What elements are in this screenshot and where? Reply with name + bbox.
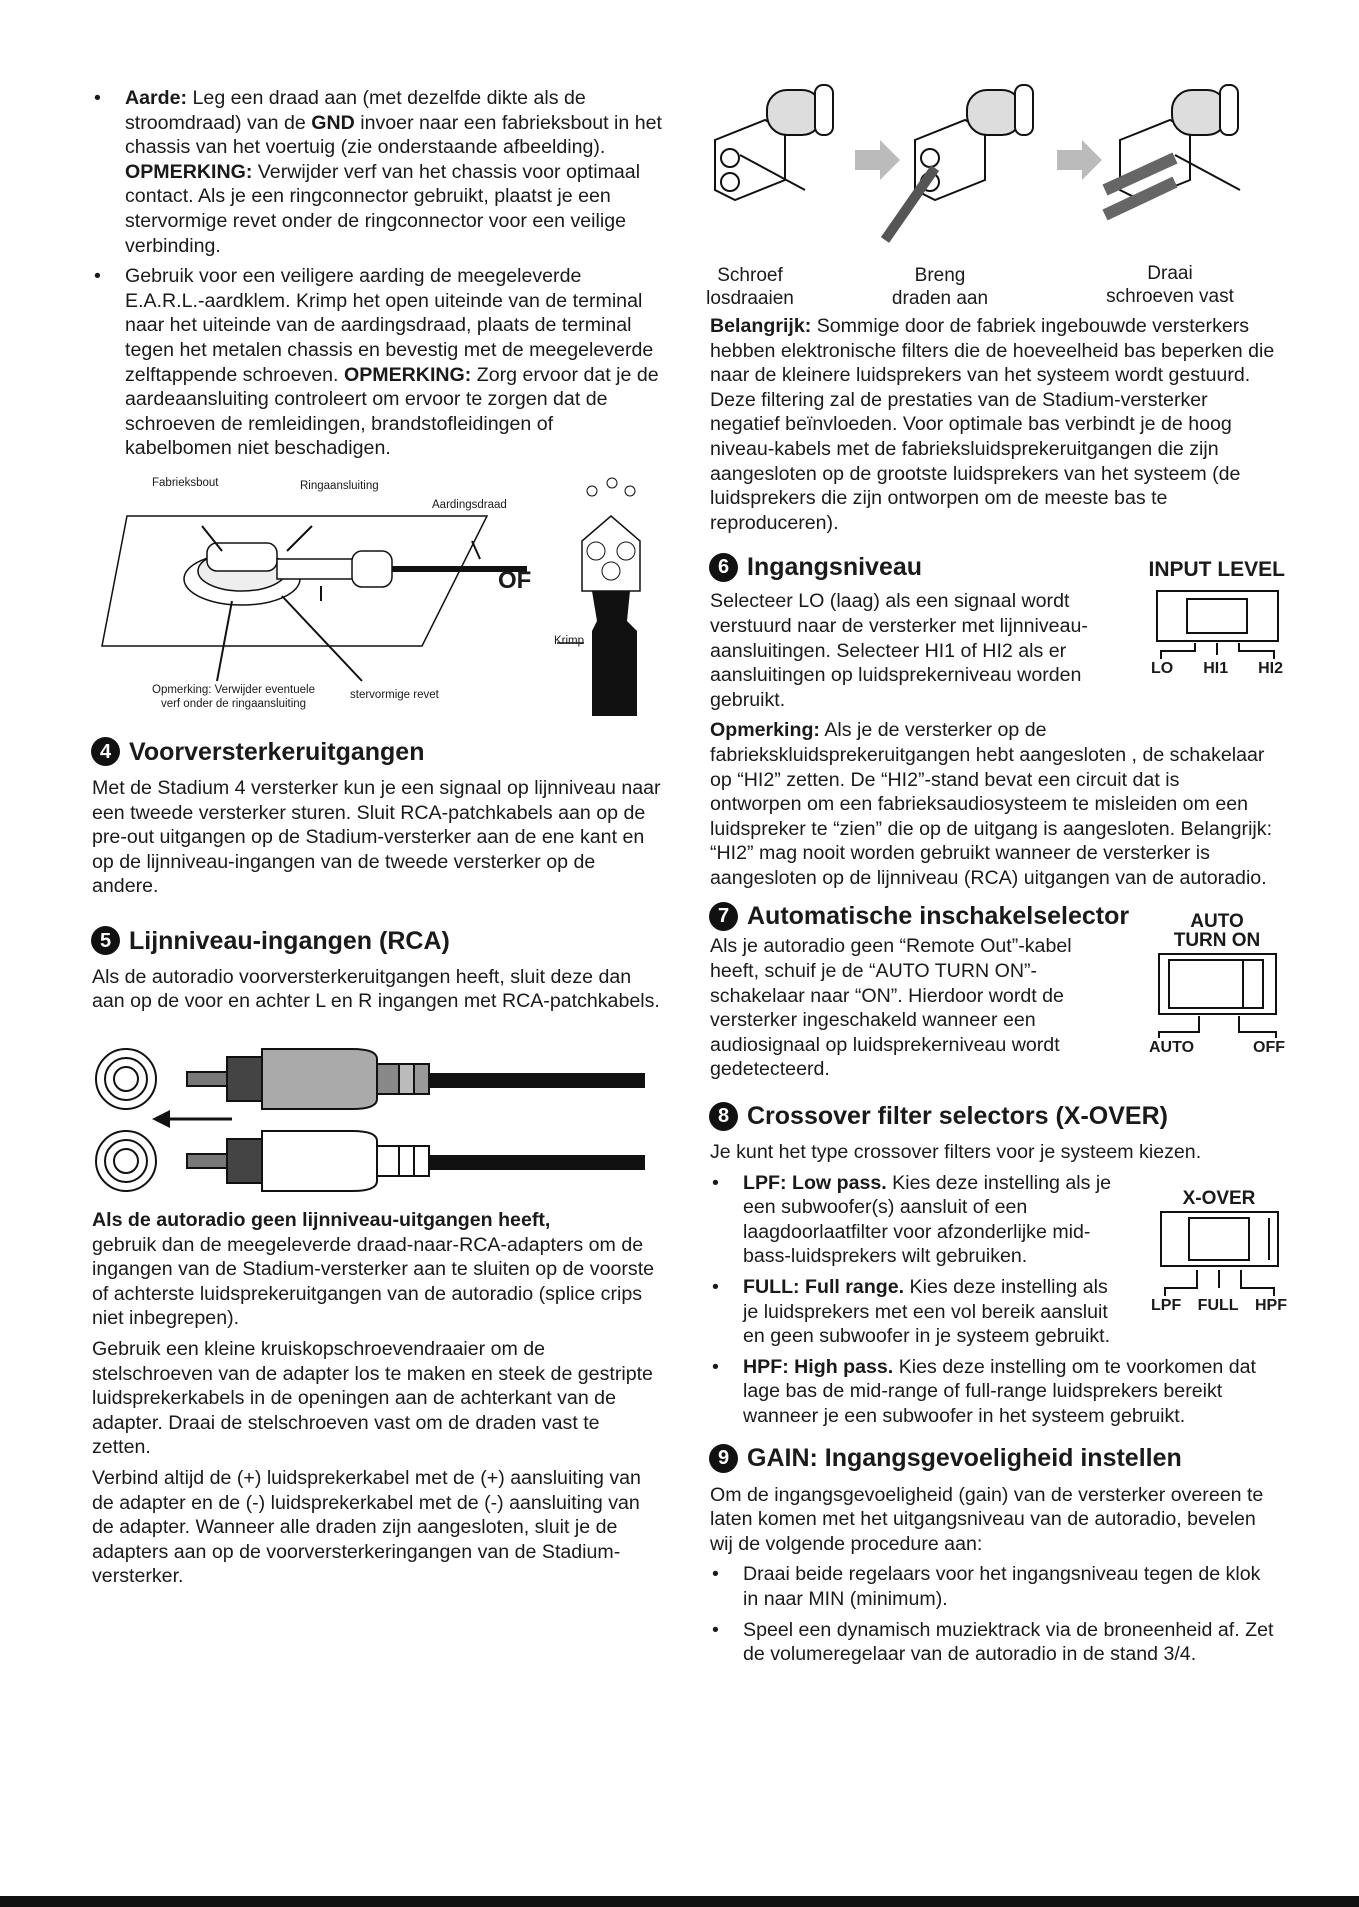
xover-options [710, 1171, 1275, 1429]
input-level-switch-labels [1147, 659, 1287, 678]
section-5-body: Als de autoradio voorversterkeruitgangen heeft, sluit deze dan aan op de voor en achter L en R ingangen met RCA-patchkabels. [92, 965, 660, 1013]
ground-bullet-earl [92, 264, 662, 461]
auto-turn-on-labels [1147, 1038, 1287, 1057]
section-9-number: 9 [709, 1444, 738, 1473]
belangrijk-text: Sommige door de fabriek ingebouwde versterkers hebben elektronische filters die de hoeveelheid bas beperken die naar de kleinere luidsprekers van het systeem wordt gestuurd. Deze filtering zal de prestaties van de Stadium-versterker negatief beïnvloeden. Voor optimale bas verbindt je de hoog niveau-kabels met de fabrieksluidsprekeruitgangen die zijn aangesloten op de grootste luidsprekers van het systeem (de luidsprekers die zijn ontworpen om de meeste bas te reproduceren). [710, 315, 1275, 534]
input-level-switch[interactable] [1147, 589, 1287, 718]
section-9-intro: Om de ingangsgevoeligheid (gain) van de versterker overeen te laten komen met het uitgangsniveau van de autoradio, bevelen wij de volgende procedure aan: [710, 1483, 1264, 1555]
label-stervormige: stervormige revet [350, 688, 439, 701]
section-8-intro: Je kunt het type crossover filters voor je systeem kiezen. [710, 1141, 1202, 1164]
aarde-bold: Aarde: [125, 87, 188, 109]
section-6-body: Selecteer LO (laag) als een signaal wordt verstuurd naar de versterker met lijnniveau-aansluitingen. Selecteer HI1 of HI2 als er aansluitingen op luidsprekerniveau worden gebruikt. [710, 590, 1088, 711]
switch-label-hi1: HI1 [1203, 660, 1229, 678]
hpf-text: Kies deze instelling om te voorkomen dat lage bas de mid-range of full-range luidsprekers bereikt wanneer je een subwoofer in het systeem gebruikt. [743, 1355, 1256, 1427]
section-5-number: 5 [91, 926, 120, 955]
section-8-title: Crossover filter selectors (X-OVER) [747, 1101, 1168, 1130]
xover-option-full [710, 1275, 1275, 1349]
arrow-2 [1057, 140, 1102, 180]
step-1-caption-line1: Schroef [717, 265, 783, 286]
auto-turn-on-switch[interactable] [1147, 912, 1287, 1088]
arrow-1 [855, 140, 900, 180]
lpf-text: Kies deze instelling als je een subwoofer(s) aansluit of een laagdoorlaatfilter voor afzonderlijke mid-bass-luidsprekers wilt gebruiken. [743, 1171, 1112, 1268]
rca-cables-figure [92, 1024, 662, 1194]
adapter-section [92, 1208, 662, 1589]
section-6-note [710, 718, 1275, 890]
section-8 [710, 1100, 1287, 1429]
switch-label-auto: AUTO [1149, 1039, 1195, 1057]
section-9-title: GAIN: Ingangsgevoeligheid instellen [747, 1444, 1182, 1473]
section-4 [92, 736, 662, 899]
section-9-heading [709, 1443, 1275, 1475]
ground-figure [92, 471, 662, 716]
section-9 [710, 1443, 1275, 1667]
section-6-title: Ingangsniveau [747, 553, 923, 582]
section-7-number: 7 [709, 902, 738, 931]
step-2-caption-line2: draden aan [891, 288, 989, 309]
section-6-note-text: Als je de versterker op de fabriekskluidsprekeruitgangen hebt aangesloten , de schakelaar op “HI2” zetten. De “HI2”-stand bevat een circuit dat is ontworpen om een fabrieksaudiosysteem te misleiden om een luidspreker te “zien” die op de uitgang is aangesloten. Belangrijk: “HI2” mag nooit worden gebruikt wanneer de versterker is aangesloten op de lijnniveau (RCA) uitgangen van de autoradio. [710, 719, 1273, 889]
switch-label-hpf: HPF [1255, 1296, 1287, 1314]
step-3-drawing [1105, 85, 1240, 215]
section-5-heading [91, 925, 662, 957]
section-6-heading [709, 551, 922, 583]
label-of: OF [498, 566, 532, 594]
switch-label-lpf: LPF [1151, 1296, 1182, 1314]
left-column [92, 86, 662, 1595]
adapter-p3: Verbind altijd de (+) luidsprekerkabel met de (+) aansluiting van de adapter en de (-) luidsprekerkabel met de (-) aansluiting van de adapter. Wanneer alle draden zijn aangesloten, sluit je de adapters aan op de voorversterkeringangen van de Stadium-versterker. [92, 1467, 641, 1588]
xover-option-lpf [710, 1171, 1275, 1269]
auto-turn-on-title-1: AUTO [1190, 911, 1244, 933]
switch-label-lo: LO [1151, 660, 1174, 678]
right-column [710, 262, 1287, 1673]
step-3-caption-line1: Draai [1147, 263, 1193, 284]
aarde-text-3: Verwijder verf van het chassis voor optimaal contact. Als je een ringconnector gebruikt, plaatst je een stervormige revet onder de ringconnector voor een veilige verbinding. [125, 160, 641, 257]
section-4-number: 4 [91, 737, 120, 766]
earl-text-2: Zorg ervoor dat je de aardeaansluiting controleert om ervoor te zorgen dat de schroeven de remleidingen, brandstofleidingen of kabelbomen niet beschadigen. [125, 363, 659, 460]
section-4-title: Voorversterkeruitgangen [129, 737, 425, 766]
hpf-bold: HPF: High pass. [743, 1355, 894, 1378]
label-fabrieksbout: Fabrieksbout [152, 476, 219, 489]
label-krimp: Krimp [554, 634, 585, 647]
belangrijk-paragraph [710, 314, 1275, 535]
gain-step-2: • Speel een dynamisch muziektrack via de broneenheid af. Zet de volumeregelaar van de autoradio in de stand 3/4. [710, 1618, 1275, 1667]
step-1-caption-line2: losdraaien [706, 288, 794, 309]
section-8-heading [709, 1100, 1275, 1132]
label-opmerking-line2: verf onder de ringaansluiting [160, 697, 307, 710]
adapter-steps-figure [705, 80, 1275, 260]
full-text: Kies deze instelling als je luidsprekers met een vol bereik aansluit en geen subwoofer in je systeem gebruikt. [743, 1276, 1111, 1348]
switch-label-hi2: HI2 [1258, 660, 1283, 678]
step-2-drawing [885, 85, 1033, 240]
gain-step-1: • Draai beide regelaars voor het ingangsniveau tegen de klok in naar MIN (minimum). [710, 1562, 1275, 1611]
section-4-heading [91, 736, 662, 768]
opmerking-bold: OPMERKING: [125, 160, 253, 183]
section-6-number: 6 [709, 553, 738, 582]
aarde-text-1: Leg een draad aan (met dezelfde dikte als de stroomdraad) van de [125, 87, 586, 134]
ground-bullet-aarde [92, 86, 662, 258]
label-aardingsdraad: Aardingsdraad [432, 498, 507, 511]
belangrijk-bold: Belangrijk: [710, 315, 812, 337]
label-ringaansluiting: Ringaansluiting [300, 479, 379, 492]
earl-opmerking-bold: OPMERKING: [343, 363, 472, 386]
input-level-switch-graphic [1155, 589, 1280, 659]
section-7-title: Automatische inschakelselector [747, 902, 1130, 931]
xover-switch-title: X-OVER [1182, 1187, 1256, 1209]
ground-figure-drawing [92, 471, 662, 716]
section-7 [710, 900, 1285, 1088]
aarde-text-2: invoer naar een fabrieksbout in het chassis van het voertuig (zie onderstaande afbeelding). [125, 111, 662, 159]
gnd-bold: GND [311, 111, 355, 134]
footer-rule [0, 1896, 1359, 1907]
section-4-body: Met de Stadium 4 versterker kun je een signaal op lijnniveau naar een tweede versterker sturen. Sluit RCA-patchkabels aan op de pre-out uitgangen op de Stadium-versterker aan de ene kant en op de lijnniveau-ingangen van de tweede versterker op de andere. [92, 776, 661, 898]
section-5 [92, 925, 662, 1014]
gain-steps [710, 1562, 1275, 1666]
section-6-note-bold: Opmerking: [710, 719, 820, 742]
label-opmerking-line1: Opmerking: Verwijder eventuele [152, 683, 315, 696]
lpf-bold: LPF: Low pass. [743, 1171, 887, 1194]
input-level-switch-title: INPUT LEVEL [1148, 558, 1285, 582]
step-1-drawing [715, 85, 833, 200]
auto-turn-on-switch-graphic [1155, 950, 1280, 1038]
step-3-caption-line2: schroeven vast [1106, 286, 1234, 307]
ground-bullets [92, 86, 662, 461]
adapter-bold: Als de autoradio geen lijnniveau-uitgangen heeft, [92, 1209, 551, 1232]
section-5-title: Lijnniveau-ingangen (RCA) [129, 926, 450, 955]
section-6 [710, 551, 1285, 890]
switch-label-off: OFF [1253, 1039, 1285, 1057]
auto-turn-on-title-2: TURN ON [1173, 930, 1261, 952]
label-opmerking [152, 683, 315, 711]
section-7-body: Als je autoradio geen “Remote Out”-kabel heeft, schuif je de “AUTO TURN ON”-schakelaar naar “ON”. Hierdoor wordt de versterker ingeschakeld wanneer een audiosignaal op luidsprekerniveau wordt gedetecteerd. [710, 935, 1072, 1081]
adapter-p1: gebruik dan de meegeleverde draad-naar-RCA-adapters om de ingangen van de Stadium-versterker aan te sluiten op de voorste of achterste luidsprekeruitgangen van de autoradio (splice crips niet inbegrepen). [92, 1233, 655, 1330]
full-bold: FULL: Full range. [743, 1276, 905, 1298]
step-2-caption-line1: Breng [914, 265, 966, 286]
earl-text-1: Gebruik voor een veiligere aarding de meegeleverde E.A.R.L.-aardklem. Krimp het open uiteinde van de terminal naar het uiteinde van de aardingsdraad, plaats de terminal tegen het metalen chassis en bevestig met de meegeleverde zelftappende schroeven. [125, 265, 654, 386]
switch-label-full: FULL [1197, 1296, 1239, 1314]
section-8-number: 8 [709, 1102, 738, 1131]
xover-option-hpf [710, 1355, 1275, 1429]
adapter-p2: Gebruik een kleine kruiskopschroevendraaier om de stelschroeven van de adapter los te maken en steek de gestripte luidsprekerkabels in de openingen aan de achterkant van de adapter. Draai de stelschroeven vast om de draden vast te zetten. [92, 1338, 653, 1459]
